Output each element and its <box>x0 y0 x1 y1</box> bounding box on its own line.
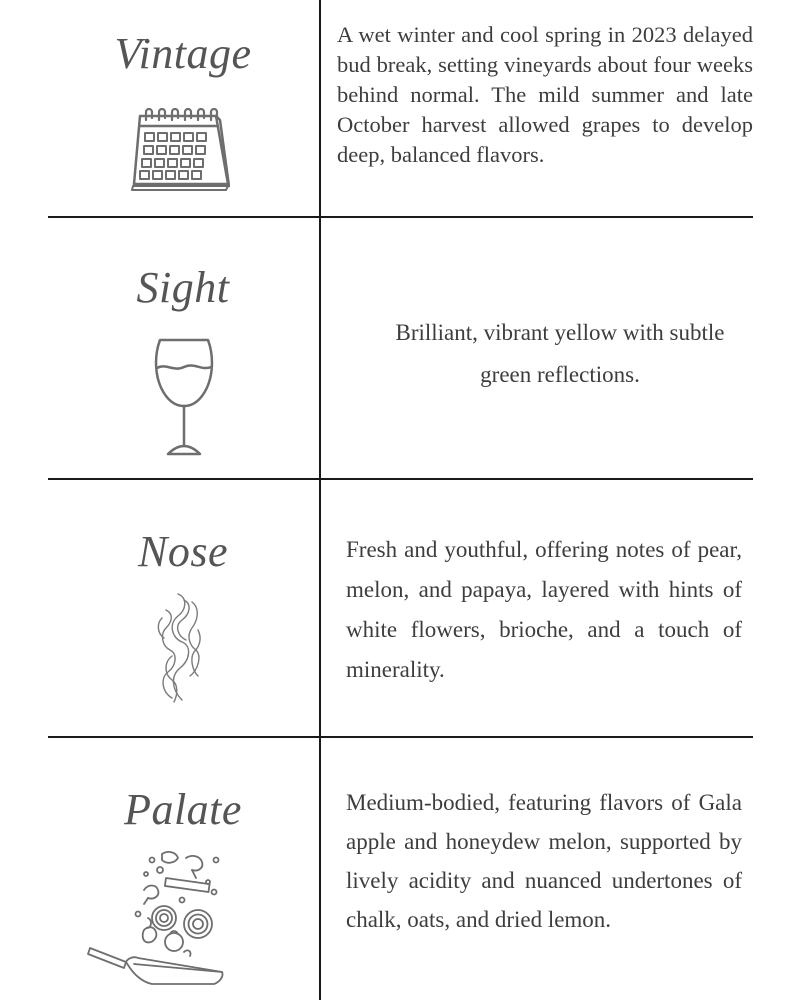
row-divider <box>48 478 753 480</box>
wine-glass-icon <box>152 336 216 458</box>
sight-label: Sight <box>136 263 230 312</box>
aroma-swirl-icon <box>152 590 208 710</box>
sight-description: Brilliant, vibrant yellow with subtle green reflections. <box>395 320 725 387</box>
palate-label: Palate <box>124 785 242 834</box>
palate-description: Medium-bodied, featuring flavors of Gala apple and honeydew melon, supported by lively acidity and nuanced undertones of chalk, oats, and dried lemon. <box>346 790 742 932</box>
nose-label: Nose <box>138 527 228 576</box>
row-divider <box>48 736 753 738</box>
vintage-label: Vintage <box>114 29 252 78</box>
column-divider <box>319 0 321 1000</box>
calendar-icon <box>128 108 230 192</box>
nose-description: Fresh and youthful, offering notes of pear, melon, and papaya, layered with hints of white flowers, brioche, and a touch of minerality. <box>346 537 742 682</box>
row-divider <box>48 216 753 218</box>
vintage-description: A wet winter and cool spring in 2023 delayed bud break, setting vineyards about four weeks behind normal. The mild summer and late October harvest allowed grapes to develop deep, balanced flavors. <box>337 22 753 167</box>
cooking-pan-icon <box>86 848 236 988</box>
